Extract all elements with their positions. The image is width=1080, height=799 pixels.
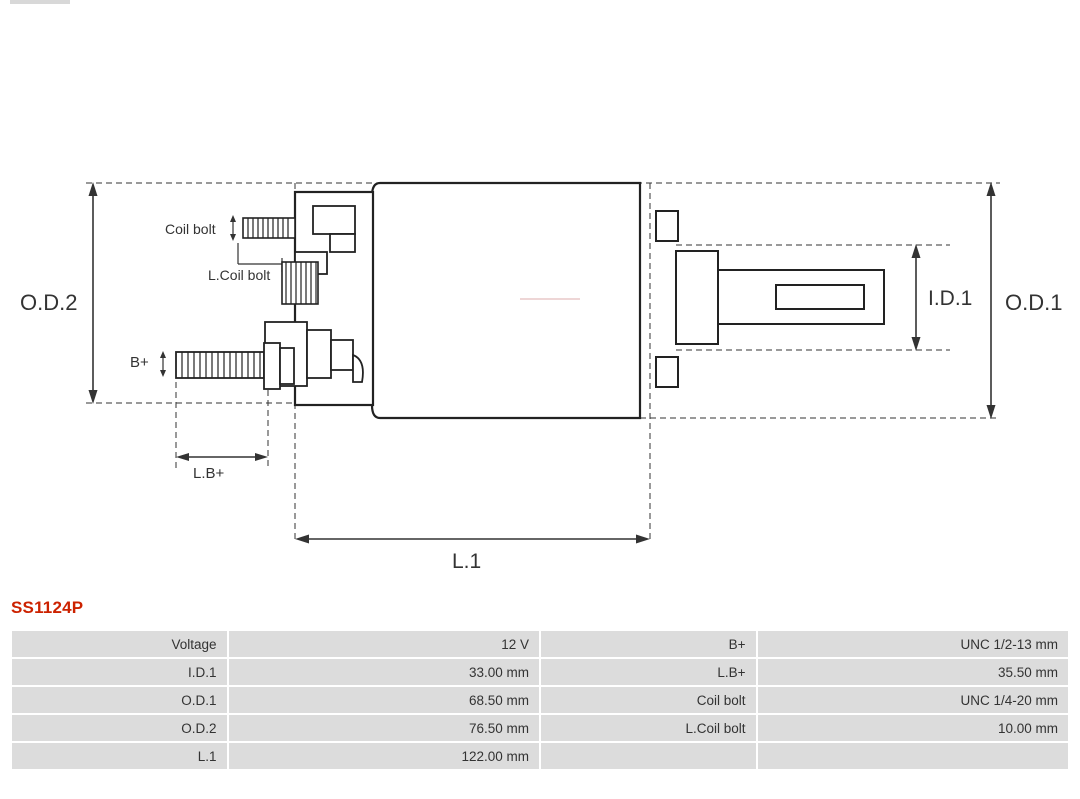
spec-label: L.1 bbox=[12, 743, 227, 769]
plunger-assembly bbox=[656, 211, 884, 387]
table-row bbox=[12, 659, 1068, 685]
spec-value-empty bbox=[758, 743, 1069, 769]
lbplus-dimension-arrow bbox=[176, 453, 268, 461]
spec-label: Coil bolt bbox=[541, 687, 756, 713]
coil-bolt-stud bbox=[243, 218, 295, 238]
spec-label: B+ bbox=[541, 631, 756, 657]
spec-value: 76.50 mm bbox=[229, 715, 539, 741]
spec-label: L.B+ bbox=[541, 659, 756, 685]
spec-value: UNC 1/4-20 mm bbox=[758, 687, 1069, 713]
spec-label-empty bbox=[541, 743, 756, 769]
od1-dimension-arrow bbox=[987, 182, 996, 419]
spec-value: 122.00 mm bbox=[229, 743, 539, 769]
spec-value: 33.00 mm bbox=[229, 659, 539, 685]
spec-value: 68.50 mm bbox=[229, 687, 539, 713]
coil-bolt-dimension-arrow bbox=[230, 215, 236, 241]
part-code: SS1124P bbox=[11, 598, 84, 617]
coil-terminal-hatching bbox=[282, 262, 318, 304]
label-od1: O.D.1 bbox=[1005, 290, 1063, 315]
specifications-table bbox=[10, 629, 1070, 771]
label-id1: I.D.1 bbox=[928, 287, 973, 310]
table-row bbox=[12, 743, 1068, 769]
spec-label: Voltage bbox=[12, 631, 227, 657]
bplus-dimension-arrow bbox=[160, 351, 166, 377]
table-row bbox=[12, 631, 1068, 657]
label-lbplus: L.B+ bbox=[193, 465, 225, 482]
table-row bbox=[12, 687, 1068, 713]
label-coil-bolt: Coil bolt bbox=[165, 221, 216, 237]
id1-dimension-arrow bbox=[912, 244, 921, 351]
label-l-coil-bolt: L.Coil bolt bbox=[208, 267, 271, 283]
table-row bbox=[12, 715, 1068, 741]
spec-value: 35.50 mm bbox=[758, 659, 1069, 685]
label-bplus: B+ bbox=[130, 354, 149, 371]
spec-label: I.D.1 bbox=[12, 659, 227, 685]
spec-label: L.Coil bolt bbox=[541, 715, 756, 741]
l1-dimension-arrow bbox=[295, 535, 650, 544]
spec-value: 12 V bbox=[229, 631, 539, 657]
spec-label: O.D.1 bbox=[12, 687, 227, 713]
label-l1: L.1 bbox=[452, 550, 482, 573]
label-od2: O.D.2 bbox=[20, 290, 78, 315]
spec-value: UNC 1/2-13 mm bbox=[758, 631, 1069, 657]
spec-label: O.D.2 bbox=[12, 715, 227, 741]
spec-value: 10.00 mm bbox=[758, 715, 1069, 741]
bplus-terminal-stud bbox=[176, 343, 294, 389]
od2-dimension-arrow bbox=[89, 182, 98, 404]
